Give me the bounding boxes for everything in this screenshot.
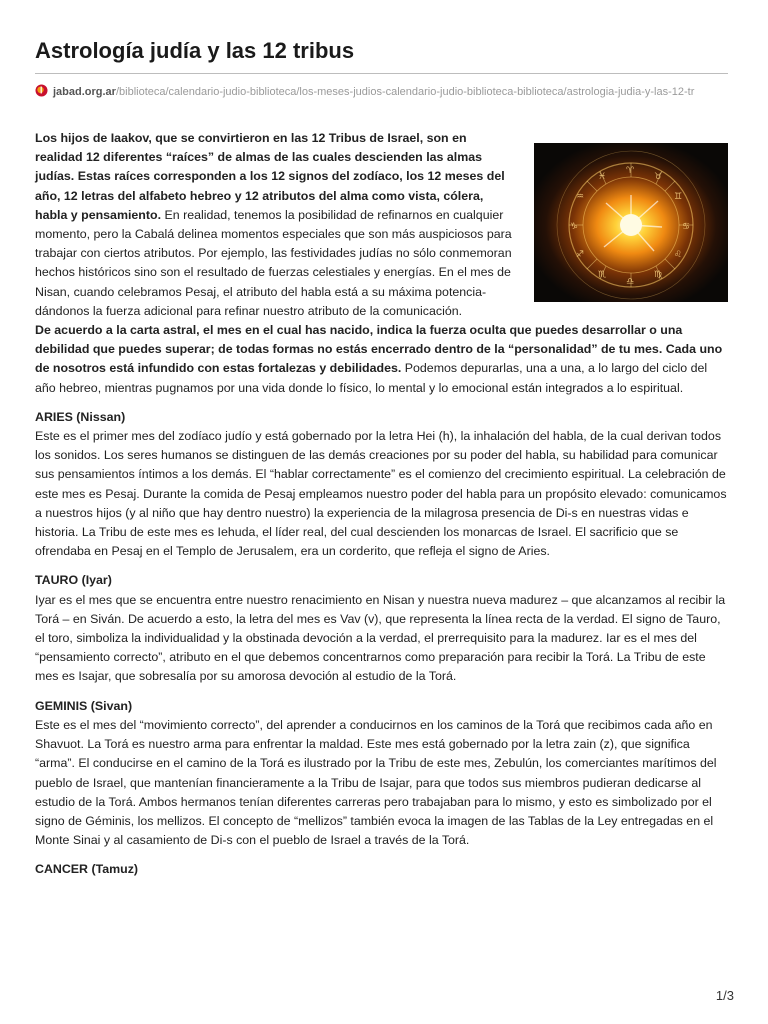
svg-text:♐: ♐ bbox=[576, 250, 585, 260]
svg-text:♌: ♌ bbox=[674, 250, 683, 260]
svg-text:♊: ♊ bbox=[674, 192, 683, 202]
section-text-tauro: Iyar es el mes que se encuentra entre nuestro renacimiento en Nisan y nuestra nueva madurez – que alcanzamos al recibir la Torá – en Siván. De acuerdo a esto, la letra del mes es Vav (v), que representa la línea recta de la verdad. El signo de Tauro, el toro, simboliza la individualidad y la obstinada devoción a la verdad, el prerrequisito para la madurez. Iar es el mes del “pensamiento correcto”, atributo en el que debemos concentrarnos como preparación para recibir la Torá. La Tribu de este mes es Isajar, que sobresalía por su amorosa devoción al estudio de la Torá. bbox=[35, 592, 726, 684]
section-heading-geminis: GEMINIS (Sivan) bbox=[35, 698, 133, 713]
article-body bbox=[35, 129, 728, 880]
page-title: Astrología judía y las 12 tribus bbox=[35, 38, 355, 63]
jabad-favicon-icon bbox=[35, 84, 48, 97]
astral-chart-bold-text: De acuerdo a la carta astral, el mes en el cual has nacido, indica la fuerza oculta que puedes desarrollar o una debilidad que puedes superar; de todas formas no estás encerrado dentro de la “personalidad” de tu mes. Cada uno de nosotros está infundido con estas fortalezas y debilidades. bbox=[35, 323, 723, 376]
intro-normal-text: En realidad, tenemos la posibilidad de refinarnos en cualquier momento, pero la Cabalá delinea momentos especiales que son más auspiciosos para trabajar con ciertos atributos. Por ejemplo, las festividades judías no sólo conmemoran hechos históricos sino son el resultado de fuerzas celestiales y energías. En el mes de Nisan, cuando celebramos Pesaj, el atributo del habla está a su máxima potencia- dándonos la fuerza adicional para refinar nuestro atributo de la comunicación. bbox=[35, 207, 512, 318]
title-divider bbox=[35, 73, 728, 74]
svg-text:♈: ♈ bbox=[626, 166, 635, 176]
svg-text:♒: ♒ bbox=[576, 192, 585, 202]
svg-text:♎: ♎ bbox=[626, 277, 635, 287]
intro-paragraph bbox=[35, 129, 513, 321]
svg-text:♑: ♑ bbox=[570, 222, 579, 232]
svg-text:♉: ♉ bbox=[654, 172, 663, 182]
page-number: 1/3 bbox=[715, 988, 734, 1003]
section-text-aries: Este es el primer mes del zodíaco judío y está gobernado por la letra Hei (h), la inhalación del habla, de la cual derivan todos los sonidos. Los seres humanos se distinguen de las demás creaciones por su poder del habla, su habilidad para comunicar sus pensamientos íntimos a los demás. El “hablar correctamente” es el comienzo del crecimiento espiritual. La celebración de este mes es Pesaj. Durante la comida de Pesaj empleamos nuestro poder del habla para un propósito elevado: comunicamos a nuestros hijos (y al niño que hay dentro nuestro) la experiencia de la milagrosa presencia de Di-s en nuestras vidas e historia. La Tribu de este mes es Iehuda, el líder real, del cual descienden los monarcas de Israel. El sacrificio que se ofrendaba en Pesaj en el Templo de Jerusalem, era un corderito, que refleja el signo de Aries. bbox=[35, 429, 727, 559]
svg-text:♏: ♏ bbox=[598, 270, 607, 280]
section-heading-cancer: CANCER (Tamuz) bbox=[35, 862, 139, 877]
astral-chart-paragraph bbox=[35, 321, 728, 398]
section-text-geminis: Este es el mes del “movimiento correcto”, del aprender a conducirnos en los caminos de la Torá que recibimos cada año en Shavuot. La Torá es nuestro arma para enfrentar la maldad. Este mes está gobernado por la letra zain (z), que significa “arma”. El conducirse en el camino de la Torá es ilustrado por la Tribu de este mes, Zebulún, los comerciantes marítimos del pueblo de Israel, que mantenían financieramente a la Tribu de Isajar, para que todos sus miembros pudieran dedicarse al estudio de la Torá. Ambos hermanos tenían diferentes carreras pero trabajaban para lo mismo, y esto es simbolizado por el signo de Géminis, los mellizos. El concepto de “mellizos” también evoca la imagen de las Tablas de la Ley entregadas en el Monte Sinai y al casamiento de Di-s con el pueblo de Israel a través de la Torá. bbox=[35, 717, 717, 848]
svg-text:♋: ♋ bbox=[682, 222, 691, 232]
section-heading-tauro: TAURO (Iyar) bbox=[35, 573, 112, 588]
astral-chart-normal-text: Podemos depurarlas, una a una, a lo largo del ciclo del año hebreo, mientras pugnamos por una vida donde lo físico, lo mental y lo emocional están integrados a lo espiritual. bbox=[35, 361, 708, 395]
intro-bold-text: Los hijos de Iaakov, que se convirtieron en las 12 Tribus de Israel, son en realidad 12 diferentes “raíces” de almas de las cuales descienden las almas judías. Estas raíces corresponden a los 12 signos del zodíaco, los 12 meses del año, 12 letras del alfabeto hebreo y 12 atributos del alma como vista, cólera, habla y pensamiento. bbox=[35, 131, 505, 222]
svg-text:♍: ♍ bbox=[654, 270, 663, 280]
source-domain[interactable]: jabad.org.ar bbox=[53, 86, 116, 98]
source-path[interactable]: /biblioteca/calendario-judio-biblioteca/los-meses-judios-calendario-judio-biblioteca-biblioteca/astrologia-judia-y-las-12-tr bbox=[115, 86, 695, 98]
section-heading-aries: ARIES (Nissan) bbox=[35, 409, 126, 424]
source-line[interactable] bbox=[35, 84, 735, 100]
svg-text:♓: ♓ bbox=[598, 172, 607, 182]
